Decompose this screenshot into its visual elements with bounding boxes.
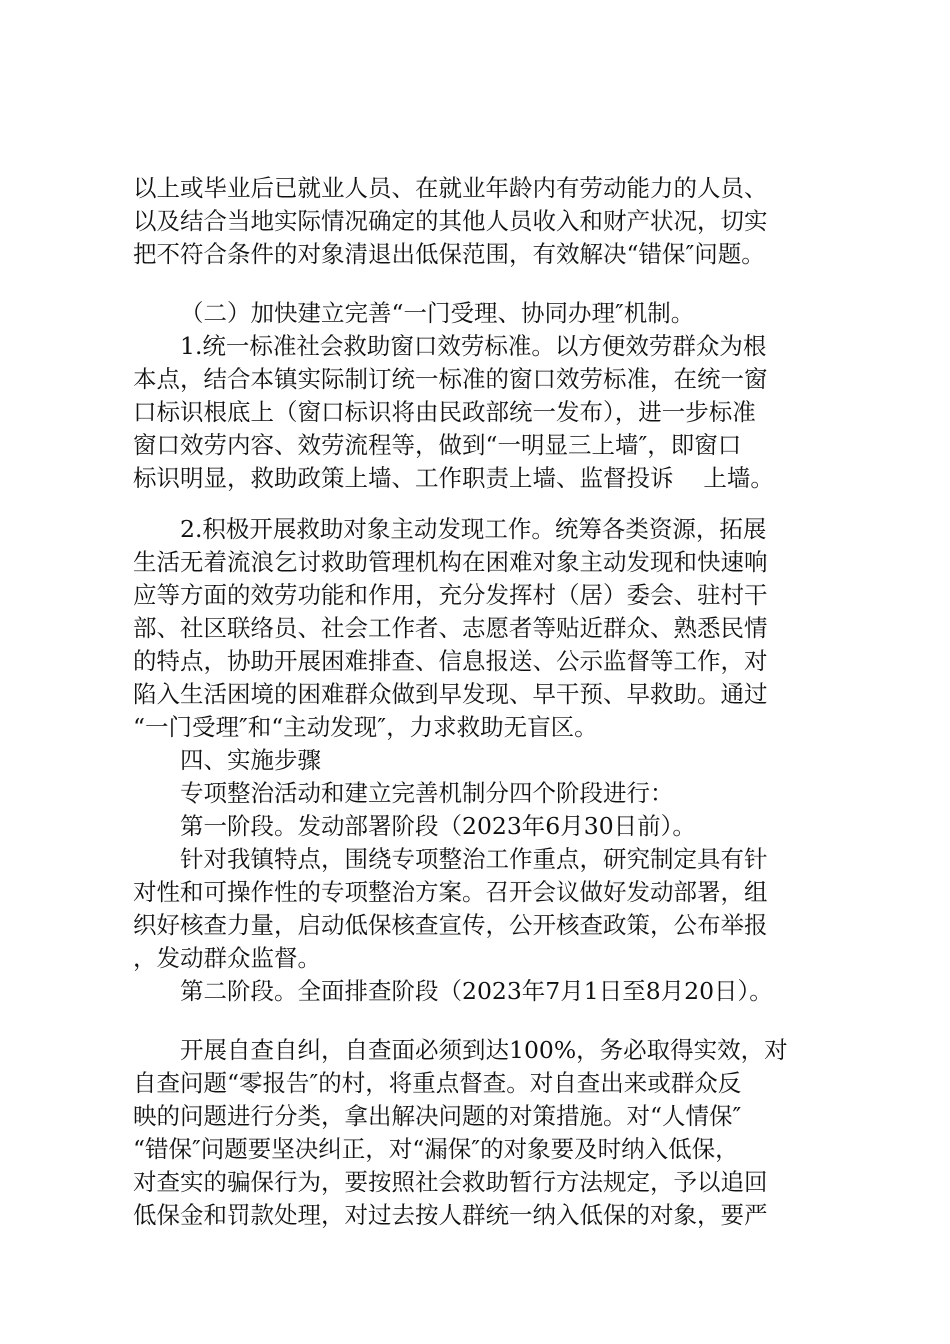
paragraph-line: 开展自查自纠，自查面必须到达100%，务必取得实效，对 xyxy=(180,1036,788,1064)
paragraph-line: 对查实的骗保行为，要按照社会救助暂行方法规定，予以追回 xyxy=(133,1168,768,1196)
section-heading: 四、实施步骤 xyxy=(180,746,321,774)
paragraph-line: 2.积极开展救助对象主动发现工作。统筹各类资源，拓展 xyxy=(180,515,767,543)
paragraph-line: 本点，结合本镇实际制订统一标准的窗口效劳标准，在统一窗 xyxy=(133,365,768,393)
paragraph-line: ，发动群众监督。 xyxy=(133,944,321,972)
paragraph-line: 映的问题进行分类，拿出解决问题的对策措施。对“人情保″ xyxy=(133,1102,742,1130)
paragraph-line: 生活无着流浪乞讨救助管理机构在困难对象主动发现和快速响 xyxy=(133,548,768,576)
paragraph-line: 窗口效劳内容、效劳流程等，做到“一明显三上墙″，即窗口 xyxy=(133,431,742,459)
paragraph-line: 针对我镇特点，围绕专项整治工作重点，研究制定具有针 xyxy=(180,845,768,873)
paragraph-line: 以上或毕业后已就业人员、在就业年龄内有劳动能力的人员、 xyxy=(133,174,768,202)
phase-title: 第一阶段。发动部署阶段（2023年6月30日前）。 xyxy=(180,812,696,840)
paragraph-line: 对性和可操作性的专项整治方案。召开会议做好发动部署，组 xyxy=(133,878,768,906)
paragraph-line: 1.统一标准社会救助窗口效劳标准。以方便效劳群众为根 xyxy=(180,332,767,360)
paragraph-line: 部、社区联络员、社会工作者、志愿者等贴近群众、熟悉民情 xyxy=(133,614,768,642)
section-heading: （二）加快建立完善“一门受理、协同办理″机制。 xyxy=(180,299,695,327)
phase-title: 第二阶段。全面排查阶段（2023年7月1日至8月20日）。 xyxy=(180,977,773,1005)
paragraph-line: 织好核查力量，启动低保核查宣传，公开核查政策，公布举报 xyxy=(133,911,768,939)
paragraph-line: 以及结合当地实际情况确定的其他人员收入和财产状况，切实 xyxy=(133,207,768,235)
paragraph-line: 低保金和罚款处理，对过去按人群统一纳入低保的对象，要严 xyxy=(133,1201,768,1229)
paragraph-line: “一门受理″和“主动发现″，力求救助无盲区。 xyxy=(133,713,598,741)
paragraph-line: 专项整治活动和建立完善机制分四个阶段进行： xyxy=(180,779,674,807)
paragraph-line: 口标识根底上（窗口标识将由民政部统一发布），进一步标准 xyxy=(133,398,756,426)
paragraph-line: 的特点，协助开展困难排查、信息报送、公示监督等工作，对 xyxy=(133,647,768,675)
paragraph-line: 应等方面的效劳功能和作用，充分发挥村（居）委会、驻村干 xyxy=(133,581,768,609)
paragraph-line: 标识明显，救助政策上墙、工作职责上墙、监督投诉 上墙。 xyxy=(133,464,774,492)
paragraph-line: 陷入生活困境的困难群众做到早发现、早干预、早救助。通过 xyxy=(133,680,768,708)
paragraph-line: 自查问题“零报告″的村，将重点督查。对自查出来或群众反 xyxy=(133,1069,742,1097)
paragraph-line: “错保″问题要坚决纠正，对“漏保″的对象要及时纳入低保， xyxy=(133,1135,739,1163)
paragraph-line: 把不符合条件的对象清退出低保范围，有效解决“错保″问题。 xyxy=(133,240,765,268)
